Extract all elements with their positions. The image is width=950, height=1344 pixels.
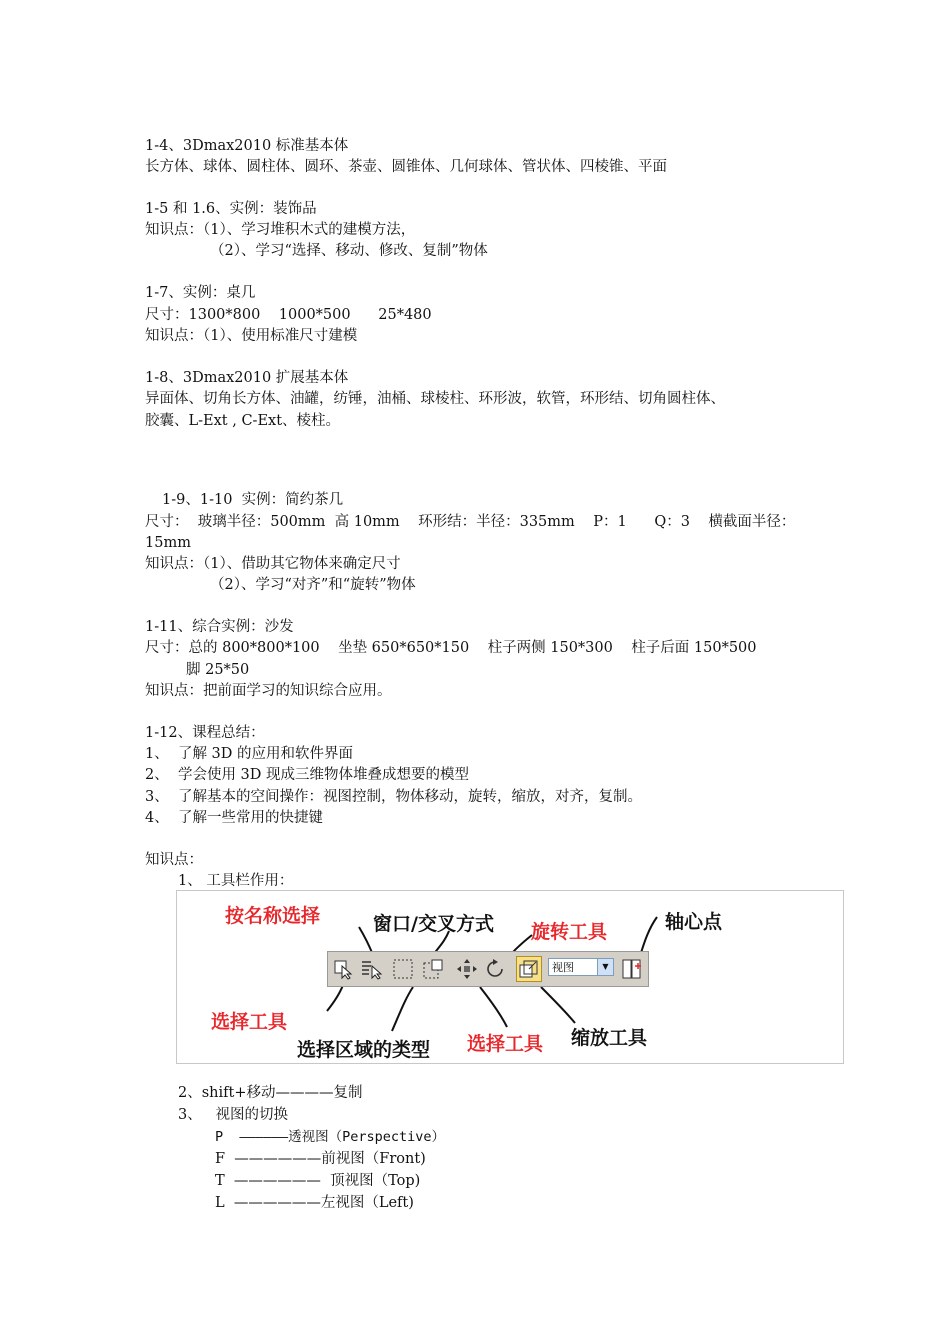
text-extended-1: 异面体、切角长方体、油罐，纺锤，油桶、球棱柱、环形波，软管，环形结、切角圆柱体、 <box>145 391 725 407</box>
heading-1-5: 1-5 和 1.6、实例：装饰品 <box>145 201 317 217</box>
text-size-1-7: 尺寸：1300*800 1000*500 25*480 <box>145 307 432 323</box>
text-size-1-11-cont: 脚 25*50 <box>186 662 250 678</box>
text-knowledge-1-11: 知识点：把前面学习的知识综合应用。 <box>145 683 392 699</box>
summary-item-2: 2、 学会使用 3D 现成三维物体堆叠成想要的模型 <box>145 767 470 783</box>
text-view-front: F ——————前视图（Front) <box>215 1151 426 1167</box>
text-size-1-9: 尺寸： 玻璃半径：500mm 高 10mm 环形结：半径：335mm P：1 Q：3 横截面半径： <box>145 514 796 530</box>
heading-1-7: 1-7、实例：桌几 <box>145 285 256 301</box>
heading-1-4: 1-4、3Dmax2010 标准基本体 <box>145 138 349 154</box>
text-knowledge-1: 知识点：（1）、学习堆积木式的建模方法， <box>145 222 416 238</box>
callout-rotate-tool: 旋转工具 <box>531 921 608 943</box>
select-by-name-icon[interactable] <box>360 958 382 980</box>
scale-icon[interactable] <box>516 956 542 982</box>
text-standard-primitives: 长方体、球体、圆柱体、圆环、茶壶、圆锥体、几何球体、管状体、四棱锥、平面 <box>145 159 667 175</box>
text-toolbar-usage: 1、 工具栏作用： <box>178 873 294 889</box>
text-view-switch: 3、 视图的切换 <box>178 1107 289 1123</box>
text-size-1-9-cont: 15mm <box>145 535 191 551</box>
heading-1-12: 1-12、课程总结： <box>145 725 265 741</box>
toolbar-diagram <box>176 890 844 1064</box>
window-crossing-icon[interactable] <box>422 958 444 980</box>
callout-select-tool-bottom: 选择工具 <box>467 1033 544 1055</box>
text-extended-2: 胶囊、L-Ext , C-Ext、棱柱。 <box>145 413 341 429</box>
text-knowledge-1-9-b: （2）、学习“对齐”和“旋转”物体 <box>210 577 416 593</box>
heading-1-9: 1-9、1-10 实例：简约茶几 <box>162 492 344 508</box>
reference-coordinate-value: 视图 <box>552 961 574 974</box>
pivot-point-icon[interactable] <box>620 958 644 980</box>
summary-item-1: 1、 了解 3D 的应用和软件界面 <box>145 746 354 762</box>
text-knowledge-2: （2）、学习“选择、移动、修改、复制”物体 <box>210 243 488 259</box>
text-knowledge-1-9-a: 知识点：（1）、借助其它物体来确定尺寸 <box>145 556 401 572</box>
text-view-left: L ——————左视图（Left) <box>215 1195 414 1211</box>
callout-pivot: 轴心点 <box>665 911 723 933</box>
text-view-top: T —————— 顶视图（Top) <box>215 1173 421 1189</box>
heading-knowledge: 知识点： <box>145 852 203 868</box>
text-view-perspective: P ——————透视图（Perspective） <box>215 1129 446 1145</box>
rotate-icon[interactable] <box>484 958 506 980</box>
text-size-1-11: 尺寸：总的 800*800*100 坐垫 650*650*150 柱子两侧 150*300 柱子后面 150*500 <box>145 640 757 656</box>
callout-scale-tool: 缩放工具 <box>571 1027 648 1049</box>
heading-1-8: 1-8、3Dmax2010 扩展基本体 <box>145 370 349 386</box>
callout-window-crossing: 窗口/交叉方式 <box>373 913 494 935</box>
summary-item-3: 3、 了解基本的空间操作：视图控制，物体移动，旋转，缩放，对齐，复制。 <box>145 789 642 805</box>
region-type-icon[interactable] <box>392 958 414 980</box>
move-icon[interactable] <box>456 958 478 980</box>
chevron-down-icon[interactable]: ▼ <box>597 959 613 975</box>
toolbar <box>327 951 649 987</box>
reference-coordinate-select[interactable] <box>548 958 614 976</box>
select-object-icon[interactable] <box>332 958 354 980</box>
callout-select-tool-left: 选择工具 <box>211 1011 288 1033</box>
summary-item-4: 4、 了解一些常用的快捷键 <box>145 810 323 826</box>
text-shift-move: 2、shift+移动————复制 <box>178 1085 363 1101</box>
callout-region-type: 选择区域的类型 <box>297 1039 431 1061</box>
text-knowledge-1-7: 知识点：（1）、使用标准尺寸建模 <box>145 328 358 344</box>
heading-1-11: 1-11、综合实例：沙发 <box>145 619 294 635</box>
callout-select-by-name: 按名称选择 <box>225 905 321 927</box>
